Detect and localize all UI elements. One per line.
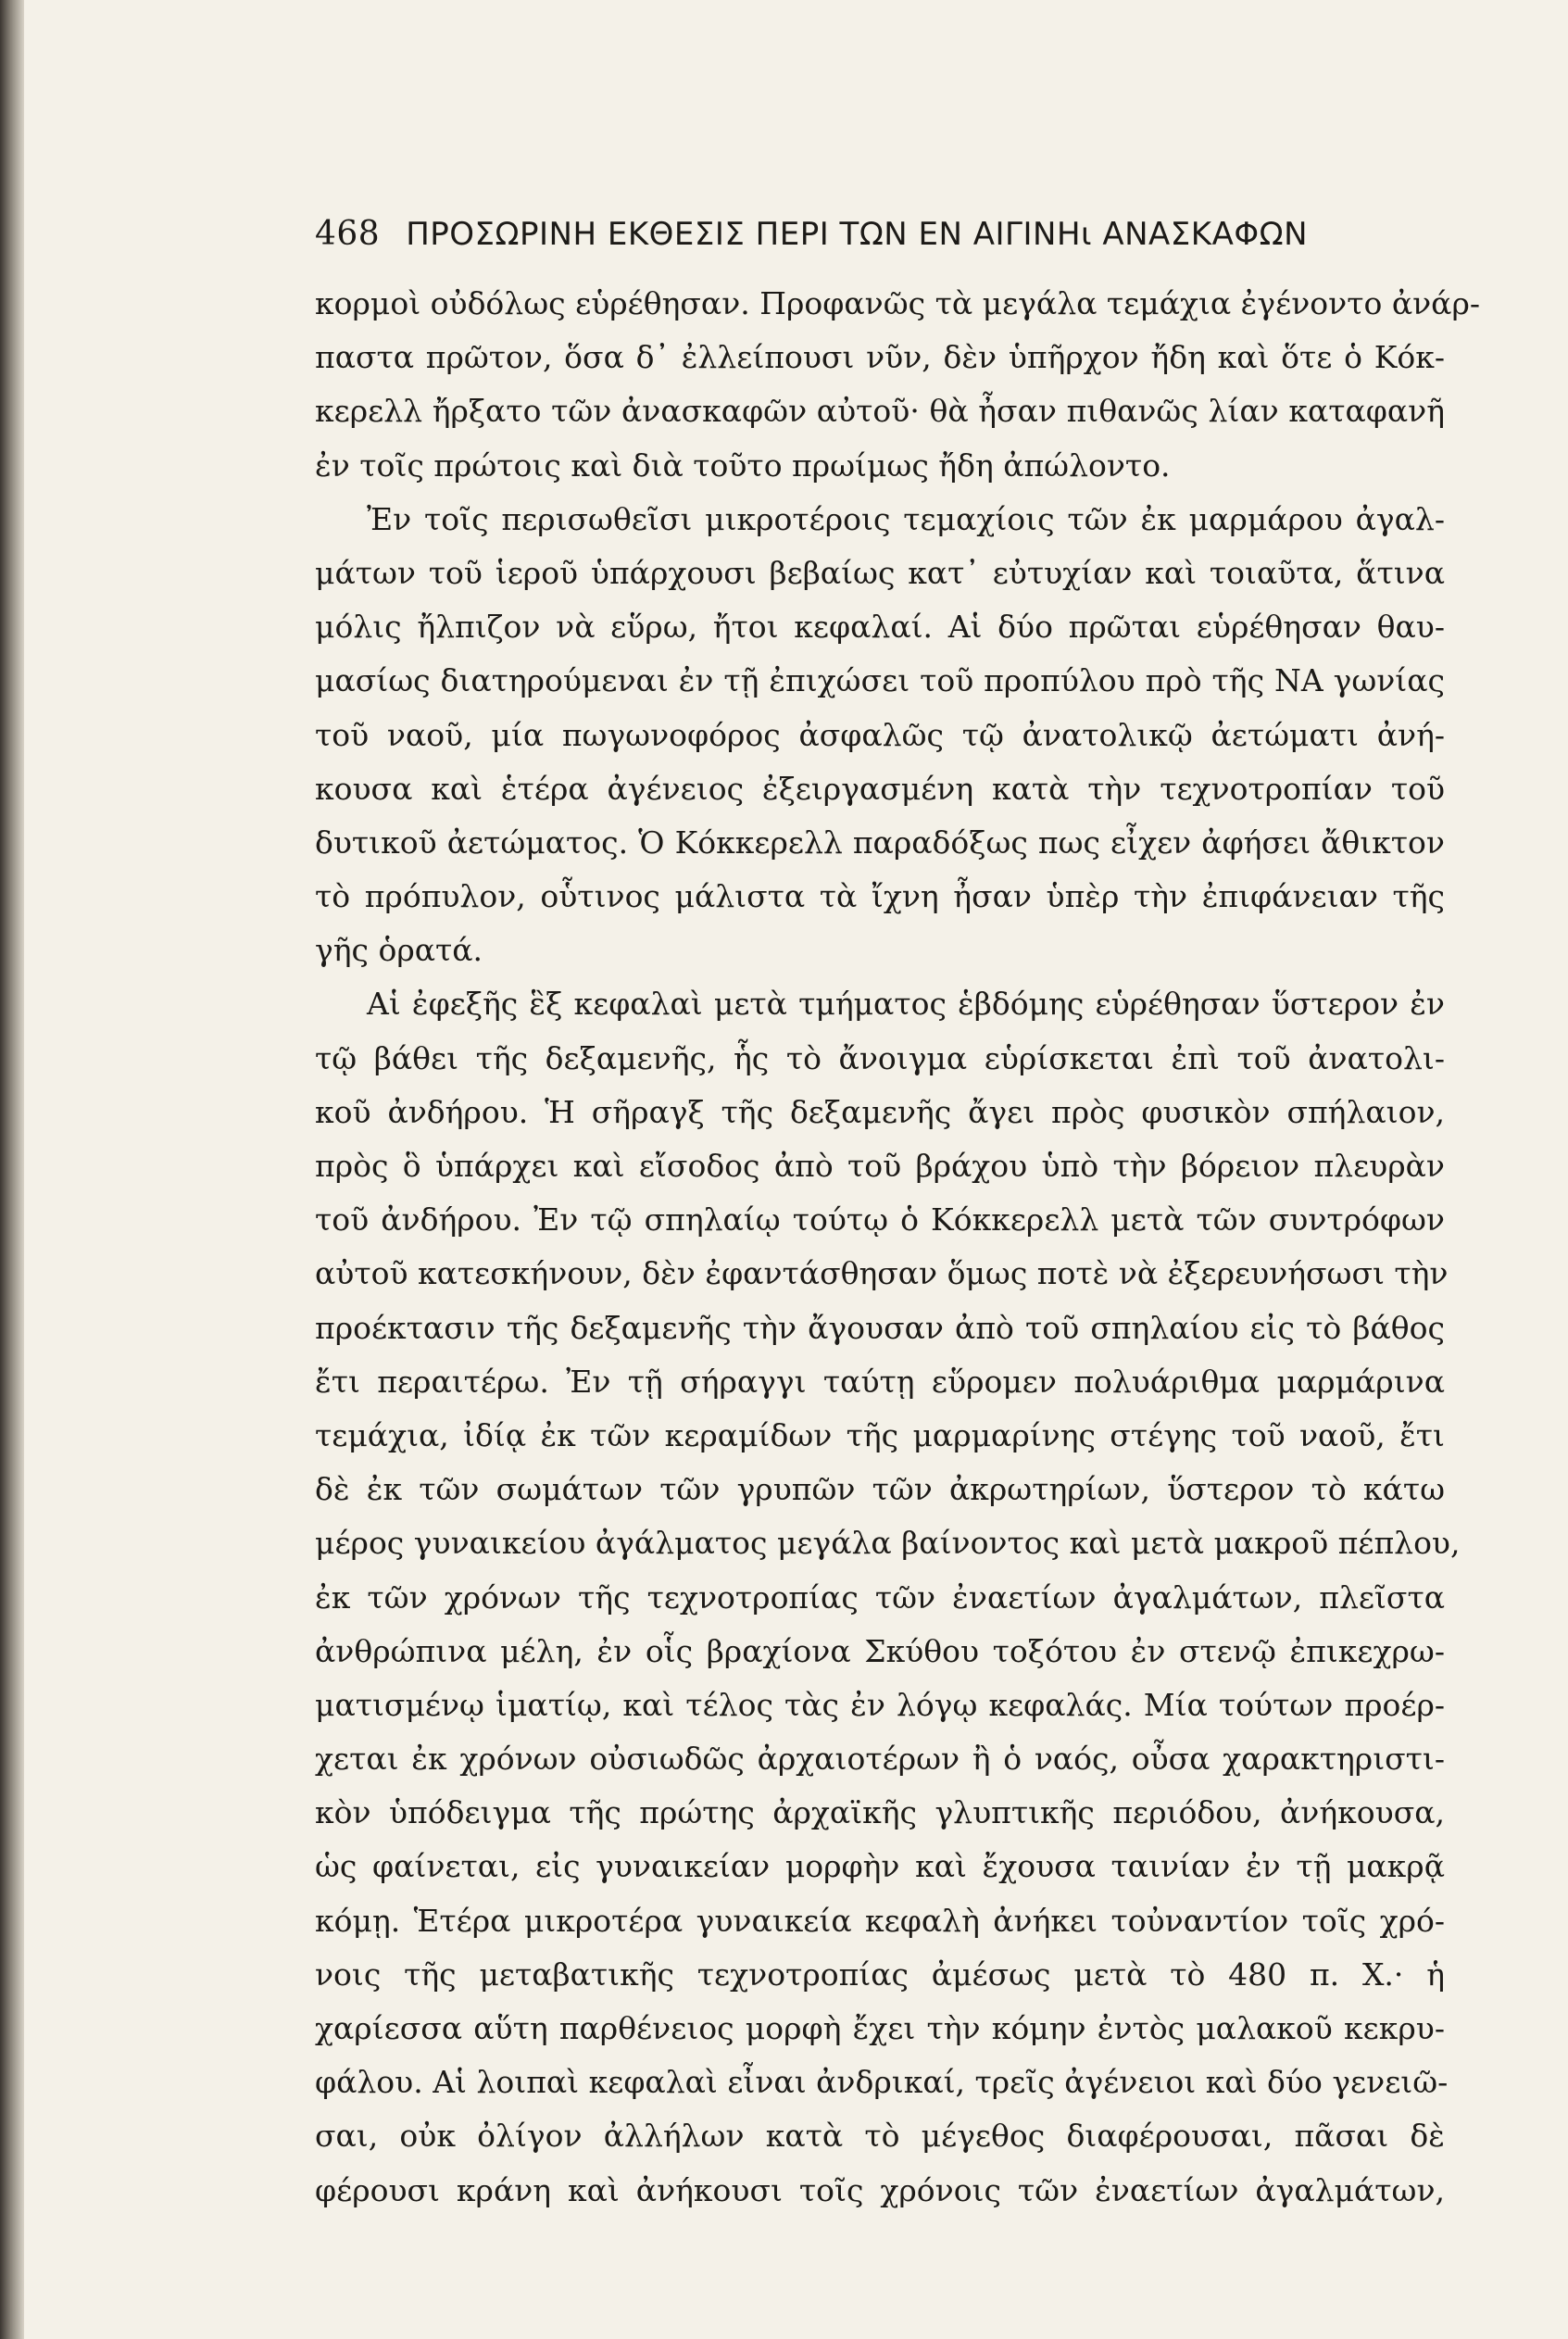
text-line: ἐκ τῶν χρόνων τῆς τεχνοτροπίας τῶν ἐναετίων ἀγαλμάτων, πλεῖστα [315, 1578, 1445, 1616]
text-line: κοῦ ἀνδήρου. Ἡ σῆραγξ τῆς δεξαμενῆς ἄγει πρὸς φυσικὸν σπήλαιον, [315, 1093, 1445, 1130]
text-line: ἐν τοῖς πρώτοις καὶ διὰ τοῦτο πρωίμως ἤδη ἀπώλοντο. [315, 446, 1171, 484]
text-line: κὸν ὑπόδειγμα τῆς πρώτης ἀρχαϊκῆς γλυπτικῆς περιόδου, ἀνήκουσα, [315, 1794, 1445, 1831]
text-line: μόλις ἤλπιζον νὰ εὕρω, ἤτοι κεφαλαί. Αἱ δύο πρῶται εὑρέθησαν θαυ- [315, 609, 1445, 646]
text-line: φάλου. Αἱ λοιπαὶ κεφαλαὶ εἶναι ἀνδρικαί, τρεῖς ἀγένειοι καὶ δύο γενειῶ- [315, 2064, 1449, 2101]
text-line: τῷ βάθει τῆς δεξαμενῆς, ἧς τὸ ἄνοιγμα εὑρίσκεται ἐπὶ τοῦ ἀνατολι- [315, 1039, 1445, 1076]
text-line: μασίως διατηρούμεναι ἐν τῇ ἐπιχώσει τοῦ προπύλου πρὸ τῆς ΝΑ γωνίας [315, 662, 1445, 699]
text-line: ἀνθρώπινα μέλη, ἐν οἷς βραχίονα Σκύθου τοξότου ἐν στενῷ ἐπικεχρω- [315, 1632, 1445, 1669]
text-line: κερελλ ἤρξατο τῶν ἀνασκαφῶν αὐτοῦ· θὰ ἦσαν πιθανῶς λίαν καταφανῆ [315, 393, 1445, 430]
text-line: κουσα καὶ ἑτέρα ἀγένειος ἐξειργασμένη κατὰ τὴν τεχνοτροπίαν τοῦ [315, 770, 1445, 807]
text-line: ἔτι περαιτέρω. Ἐν τῇ σήραγγι ταύτῃ εὕρομεν πολυάριθμα μαρμάρινα [315, 1363, 1445, 1400]
text-line: Ἐν τοῖς περισωθεῖσι μικροτέροις τεμαχίοις τῶν ἐκ μαρμάρου ἀγαλ- [367, 500, 1445, 537]
text-line: γῆς ὁρατά. [315, 932, 483, 969]
text-line: τὸ πρόπυλον, οὗτινος μάλιστα τὰ ἴχνη ἦσαν ὑπὲρ τὴν ἐπιφάνειαν τῆς [315, 878, 1445, 915]
text-line: παστα πρῶτον, ὅσα δ᾽ ἐλλείπουσι νῦν, δὲν ὑπῆρχον ἤδη καὶ ὅτε ὁ Κόκ- [315, 339, 1445, 376]
text-line: πρὸς ὃ ὑπάρχει καὶ εἴσοδος ἀπὸ τοῦ βράχου ὑπὸ τὴν βόρειον πλευρὰν [315, 1148, 1445, 1184]
text-line: ὡς φαίνεται, εἰς γυναικείαν μορφὴν καὶ ἔχουσα ταινίαν ἐν τῇ μακρᾷ [315, 1848, 1445, 1885]
text-line: δυτικοῦ ἀετώματος. Ὁ Κόκκερελλ παραδόξως πως εἶχεν ἀφήσει ἄθικτον [315, 824, 1445, 861]
page-number: 468 [315, 215, 381, 253]
text-line: χεται ἐκ χρόνων οὐσιωδῶς ἀρχαιοτέρων ἢ ὁ ναός, οὖσα χαρακτηριστι- [315, 1741, 1445, 1778]
binding-shadow [0, 0, 24, 2339]
text-line: νοις τῆς μεταβατικῆς τεχνοτροπίας ἀμέσως μετὰ τὸ 480 π. Χ.· ἡ [315, 1955, 1445, 1993]
text-line: μάτων τοῦ ἱεροῦ ὑπάρχουσι βεβαίως κατ᾽ εὐτυχίαν καὶ τοιαῦτα, ἅτινα [315, 554, 1445, 591]
text-line: τοῦ ναοῦ, μία πωγωνοφόρος ἀσφαλῶς τῷ ἀνατολικῷ ἀετώματι ἀνή- [315, 716, 1445, 753]
body-text [315, 277, 1480, 2218]
text-line: Αἱ ἐφεξῆς ἓξ κεφαλαὶ μετὰ τμήματος ἑβδόμης εὑρέθησαν ὕστερον ἐν [367, 986, 1445, 1023]
text-line: σαι, οὐκ ὀλίγον ἀλλήλων κατὰ τὸ μέγεθος διαφέρουσαι, πᾶσαι δὲ [315, 2118, 1445, 2155]
text-line: τοῦ ἀνδήρου. Ἐν τῷ σπηλαίῳ τούτῳ ὁ Κόκκερελλ μετὰ τῶν συντρόφων [315, 1201, 1445, 1239]
text-line: δὲ ἐκ τῶν σωμάτων τῶν γρυπῶν τῶν ἀκρωτηρίων, ὕστερον τὸ κάτω [315, 1471, 1445, 1508]
text-line: αὐτοῦ κατεσκήνουν, δὲν ἐφαντάσθησαν ὅμως ποτὲ νὰ ἐξερευνήσωσι τὴν [315, 1255, 1449, 1292]
text-line: χαρίεσσα αὕτη παρθένειος μορφὴ ἔχει τὴν κόμην ἐντὸς μαλακοῦ κεκρυ- [315, 2010, 1445, 2046]
text-line: τεμάχια, ἰδίᾳ ἐκ τῶν κεραμίδων τῆς μαρμαρίνης στέγης τοῦ ναοῦ, ἔτι [315, 1416, 1445, 1453]
text-line: μέρος γυναικείου ἀγάλματος μεγάλα βαίνοντος καὶ μετὰ μακροῦ πέπλου, [315, 1525, 1461, 1562]
text-line: κορμοὶ οὐδόλως εὑρέθησαν. Προφανῶς τὰ μεγάλα τεμάχια ἐγένοντο ἀνάρ- [315, 285, 1480, 321]
text-line: προέκτασιν τῆς δεξαμενῆς τὴν ἄγουσαν ἀπὸ τοῦ σπηλαίου εἰς τὸ βάθος [315, 1309, 1445, 1346]
text-line: ματισμένῳ ἱματίῳ, καὶ τέλος τὰς ἐν λόγῳ κεφαλάς. Μία τούτων προέρ- [315, 1686, 1445, 1723]
book-page [315, 215, 1480, 2218]
running-header [315, 215, 1445, 253]
text-line: φέρουσι κράνη καὶ ἀνήκουσι τοῖς χρόνοις τῶν ἐναετίων ἀγαλμάτων, [315, 2171, 1445, 2208]
text-line: κόμῃ. Ἑτέρα μικροτέρα γυναικεία κεφαλὴ ἀνήκει τοὐναντίον τοῖς χρό- [315, 1902, 1445, 1939]
running-title: ΠΡΟΣΩΡΙΝΗ ΕΚΘΕΣΙΣ ΠΕΡΙ ΤΩΝ ΕΝ ΑΙΓΙΝΗι ΑΝΑΣΚΑΦΩΝ [406, 216, 1309, 253]
